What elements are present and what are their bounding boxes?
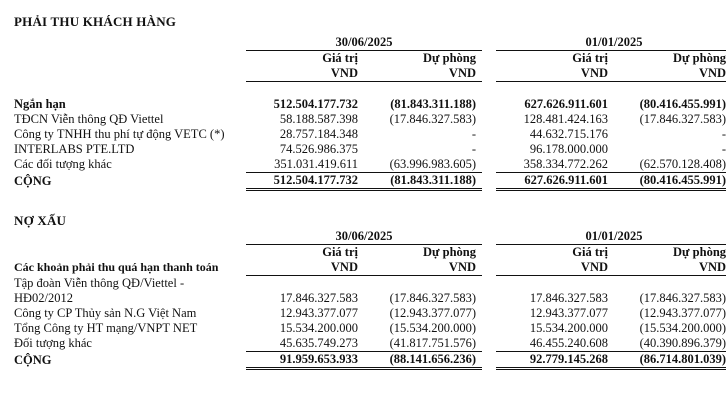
value-cell: 58.188.587.398 — [279, 112, 358, 126]
period-b-header: 01/01/2025 — [496, 229, 726, 245]
row-label: Ngắn hạn — [14, 97, 66, 111]
total-provision-cell: (80.416.455.991) — [614, 173, 726, 190]
provision-cell: (62.570.128.408) — [639, 157, 726, 171]
value-cell: 28.757.184.348 — [279, 127, 358, 141]
total-value-cell: 512.504.177.732 — [246, 173, 364, 190]
value-cell: 358.334.772.262 — [523, 157, 609, 171]
row-label: Các đối tượng khác — [14, 157, 112, 172]
provision-cell: - — [721, 142, 726, 156]
total-provision-cell: (88.141.656.236) — [364, 352, 482, 369]
unit-header-row — [14, 66, 726, 82]
row-label: HĐ02/2012 — [14, 291, 74, 305]
value-cell: 15.534.200.000 — [279, 321, 358, 335]
provision-cell: (17.846.327.583) — [639, 112, 726, 126]
table-row — [14, 306, 726, 321]
total-value-cell: 91.959.653.933 — [246, 352, 364, 369]
row-label: Đối tượng khác — [14, 336, 92, 351]
col-value-header: Giá trị — [572, 51, 609, 65]
value-cell: 12.943.377.077 — [529, 306, 609, 320]
value-cell: 45.635.749.273 — [279, 336, 358, 350]
unit-label: VND — [364, 66, 482, 82]
row-label: Công ty TNHH thu phí tự động VETC (*) — [14, 127, 225, 141]
col-provision-header: Dự phòng — [673, 245, 726, 259]
total-value-cell: 627.626.911.601 — [496, 173, 614, 190]
provision-cell: (17.846.327.583) — [389, 112, 477, 126]
period-a-header: 30/06/2025 — [246, 229, 482, 245]
provision-cell: - — [471, 142, 477, 156]
group-label: Các khoản phải thu quá hạn thanh toán — [14, 260, 219, 275]
value-cell: 512.504.177.732 — [273, 97, 358, 111]
unit-label: VND — [246, 260, 364, 276]
col-provision-header: Dự phòng — [423, 51, 477, 65]
unit-label: VND — [496, 260, 614, 276]
row-label: Tổng Công ty HT mạng/VNPT NET — [14, 321, 198, 335]
provision-cell: (15.534.200.000) — [639, 321, 726, 335]
col-provision-header: Dự phòng — [673, 51, 726, 65]
table-row — [14, 157, 726, 173]
table-row — [14, 321, 726, 336]
provision-cell: (17.846.327.583) — [639, 291, 726, 305]
provision-cell: (81.843.311.188) — [390, 97, 477, 111]
table-row — [14, 97, 726, 112]
provision-cell: (12.943.377.077) — [639, 306, 726, 320]
value-cell: 74.526.986.375 — [279, 142, 358, 156]
col-provision-header: Dự phòng — [423, 245, 477, 259]
value-cell: 351.031.419.611 — [274, 157, 358, 171]
col-value-header: Giá trị — [322, 51, 358, 65]
provision-cell: (63.996.983.605) — [389, 157, 477, 171]
period-a-header: 30/06/2025 — [246, 35, 482, 51]
value-cell: 17.846.327.583 — [529, 291, 609, 305]
unit-label: VND — [614, 260, 726, 276]
period-b-header: 01/01/2025 — [496, 35, 726, 51]
column-header-row — [14, 245, 726, 261]
provision-cell: (15.534.200.000) — [389, 321, 477, 335]
provision-cell: - — [721, 127, 726, 141]
row-label: TĐCN Viễn thông QĐ Viettel — [14, 112, 164, 126]
section-title-bad-debt: NỢ XẤU — [14, 213, 67, 228]
value-cell: 46.455.240.608 — [529, 336, 609, 350]
unit-label: VND — [496, 66, 614, 82]
total-row — [14, 173, 726, 190]
provision-cell: (12.943.377.077) — [389, 306, 477, 320]
value-cell: 15.534.200.000 — [529, 321, 609, 335]
section-title-receivables: PHẢI THU KHÁCH HÀNG — [14, 14, 177, 29]
receivables-table — [14, 35, 726, 191]
provision-cell: (80.416.455.991) — [639, 97, 726, 111]
value-cell: 12.943.377.077 — [279, 306, 358, 320]
total-label: CỘNG — [14, 352, 52, 367]
provision-cell: (17.846.327.583) — [389, 291, 477, 305]
column-header-row — [14, 51, 726, 67]
unit-label: VND — [614, 66, 726, 82]
bad-debt-table — [14, 229, 726, 370]
total-label: CỘNG — [14, 173, 52, 188]
unit-label: VND — [246, 66, 364, 82]
table-row — [14, 276, 726, 292]
col-value-header: Giá trị — [572, 245, 609, 259]
col-value-header: Giá trị — [322, 245, 358, 259]
unit-header-row — [14, 260, 726, 276]
period-header-row — [14, 35, 726, 51]
value-cell: 96.178.000.000 — [529, 142, 609, 156]
provision-cell: - — [471, 127, 477, 141]
value-cell: 128.481.424.163 — [523, 112, 609, 126]
value-cell: 17.846.327.583 — [279, 291, 358, 305]
table-row — [14, 127, 726, 142]
row-label: Công ty CP Thủy sản N.G Việt Nam — [14, 306, 197, 320]
period-header-row — [14, 229, 726, 245]
total-value-cell: 92.779.145.268 — [496, 352, 614, 369]
table-row — [14, 336, 726, 352]
total-provision-cell: (86.714.801.039) — [614, 352, 726, 369]
provision-cell: (40.390.896.379) — [639, 336, 726, 350]
value-cell: 44.632.715.176 — [529, 127, 609, 141]
unit-label: VND — [364, 260, 482, 276]
total-provision-cell: (81.843.311.188) — [364, 173, 482, 190]
row-label: INTERLABS PTE.LTD — [14, 142, 135, 156]
table-row — [14, 112, 726, 127]
value-cell: 627.626.911.601 — [524, 97, 609, 111]
row-label: Tập đoàn Viễn thông QĐ/Viettel - — [14, 275, 185, 290]
provision-cell: (41.817.751.576) — [389, 336, 477, 350]
table-row — [14, 291, 726, 306]
total-row — [14, 352, 726, 369]
table-row — [14, 142, 726, 157]
